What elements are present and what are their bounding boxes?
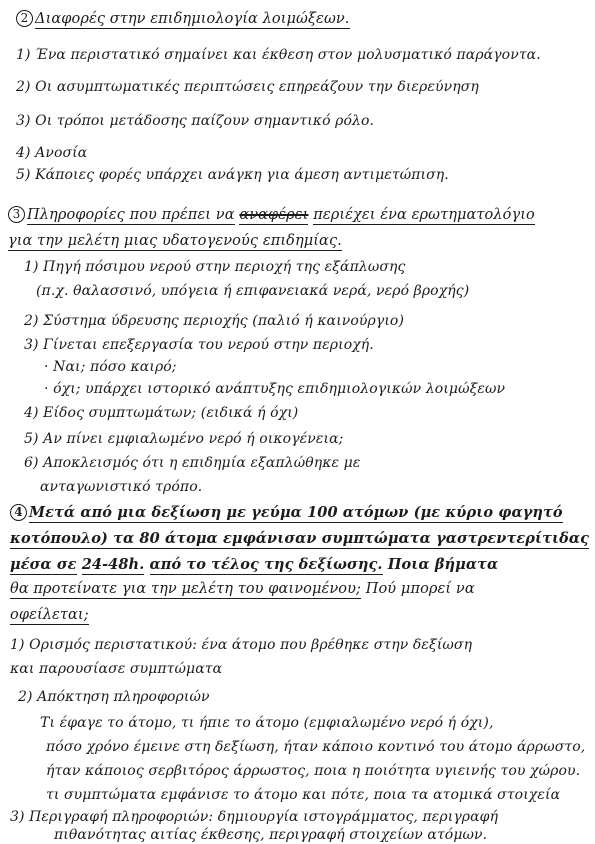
section-4-question-text-4a: θα προτείνατε για την μελέτη του φαινομένου;	[10, 581, 361, 597]
section-3-title-part2: περιέχει ένα ερωτηματολόγιο	[313, 207, 535, 223]
section-2-item-1: 1) Ένα περιστατικό σημαίνει και έκθεση στον μολυσματικό παράγοντα.	[16, 47, 541, 63]
section-4-question-text-4b: Πού μπορεί να	[365, 581, 475, 597]
section-4-question-text-2: κοτόπουλο) τα 80 άτομα εμφάνισαν συμπτώματα γαστρεντερίτιδας	[10, 530, 590, 547]
section-3-line-7: 4) Είδος συμπτωμάτων; (ειδικά ή όχι)	[24, 405, 299, 421]
section-4-question-line-4	[10, 580, 475, 598]
section-3-line-4: 3) Γίνεται επεξεργασία του νερού στην περιοχή.	[24, 337, 374, 353]
section-3-line-3: 2) Σύστημα ύδρευσης περιοχής (παλιό ή καινούργιο)	[24, 313, 405, 329]
section-3-title-line2-text: για την μελέτη μιας υδατογενούς επιδημίας.	[8, 233, 342, 249]
section-3-line-8: 5) Αν πίνει εμφιαλωμένο νερό ή οικογένεια;	[24, 431, 344, 447]
section-3-title-struck: αναφέρει	[239, 207, 309, 223]
section-4-question-line-5	[10, 606, 89, 624]
section-2-item-2: 2) Οι ασυμπτωματικές περιπτώσεις επηρεάζουν την διερεύνηση	[16, 79, 479, 95]
section-3-line-6: · όχι; υπάρχει ιστορικό ανάπτυξης επιδημιολογικών λοιμώξεων	[44, 381, 506, 397]
section-2-number: 2	[16, 10, 33, 27]
section-3-line-5: · Ναι; πόσο καιρό;	[44, 359, 177, 375]
section-4-question-text-5: οφείλεται;	[10, 607, 89, 623]
section-4-question-text-1: Μετά από μια δεξίωση με γεύμα 100 ατόμων (με κύριο φαγητό	[29, 504, 563, 521]
section-4-answer-2-line-2: πόσο χρόνο έμεινε στη δεξίωση, ήταν κάποιο κοντινό του άτομο άρρωστο,	[46, 739, 586, 755]
section-4-question-text-3d: Ποια βήματα	[387, 556, 499, 573]
section-4-question-line-1	[10, 504, 563, 522]
section-4-answer-2-line-3: ήταν κάποιος σερβιτόρος άρρωστος, ποια η ποιότητα υγιεινής του χώρου.	[46, 763, 581, 779]
section-4-answer-2-line-4: τι συμπτώματα εμφάνισε το άτομο και πότε, ποια τα ατομικά στοιχεία	[46, 787, 561, 803]
section-3-line-9: 6) Αποκλεισμός ότι η επιδημία εξαπλώθηκε με	[24, 455, 361, 471]
section-4-question-text-3a: μέσα σε	[10, 556, 77, 573]
section-3-number: 3	[8, 206, 25, 223]
section-2-heading	[16, 10, 350, 28]
section-4-question-text-3b: 24-48h.	[81, 556, 145, 573]
section-3-title-part1: Πληροφορίες που πρέπει να	[27, 207, 235, 223]
section-4-answer-3: 3) Περιγραφή πληροφοριών: δημιουργία ιστογράμματος, περιγραφή	[10, 809, 499, 825]
section-3-title-line2	[8, 232, 342, 250]
section-4-answer-1b: και παρουσίασε συμπτώματα	[10, 661, 223, 677]
section-2-title: Διαφορές στην επιδημιολογία λοιμώξεων.	[35, 11, 350, 27]
section-4-answer-1: 1) Ορισμός περιστατικού: ένα άτομο που βρέθηκε στην δεξίωση	[10, 637, 473, 653]
section-4-answer-3b: πιθανότητας αιτίας έκθεσης, περιγραφή στοιχείων ατόμων.	[54, 827, 488, 843]
section-4-question-text-3c: από το τέλος της δεξίωσης.	[149, 556, 383, 573]
section-3-heading	[8, 206, 535, 224]
section-4-answer-2: 2) Απόκτηση πληροφοριών	[18, 689, 210, 705]
section-3-line-1: 1) Πηγή πόσιμου νερού στην περιοχή της εξάπλωσης	[24, 259, 406, 275]
section-3-line-10: ανταγωνιστικό τρόπο.	[40, 479, 203, 495]
section-3-line-2: (π.χ. θαλασσινό, υπόγεια ή επιφανειακά νερά, νερό βροχής)	[36, 283, 470, 299]
section-4-question-line-3	[10, 556, 498, 574]
section-2-item-5: 5) Κάποιες φορές υπάρχει ανάγκη για άμεση αντιμετώπιση.	[16, 167, 449, 183]
section-4-number: 4	[10, 504, 27, 521]
section-4-answer-2-line-1: Τι έφαγε το άτομο, τι ήπιε το άτομο (εμφιαλωμένο νερό ή όχι),	[40, 715, 494, 731]
section-2-item-3: 3) Οι τρόποι μετάδοσης παίζουν σημαντικό ρόλο.	[16, 113, 375, 129]
section-4-question-line-2	[10, 530, 589, 548]
section-2-item-4: 4) Ανοσία	[16, 145, 88, 161]
